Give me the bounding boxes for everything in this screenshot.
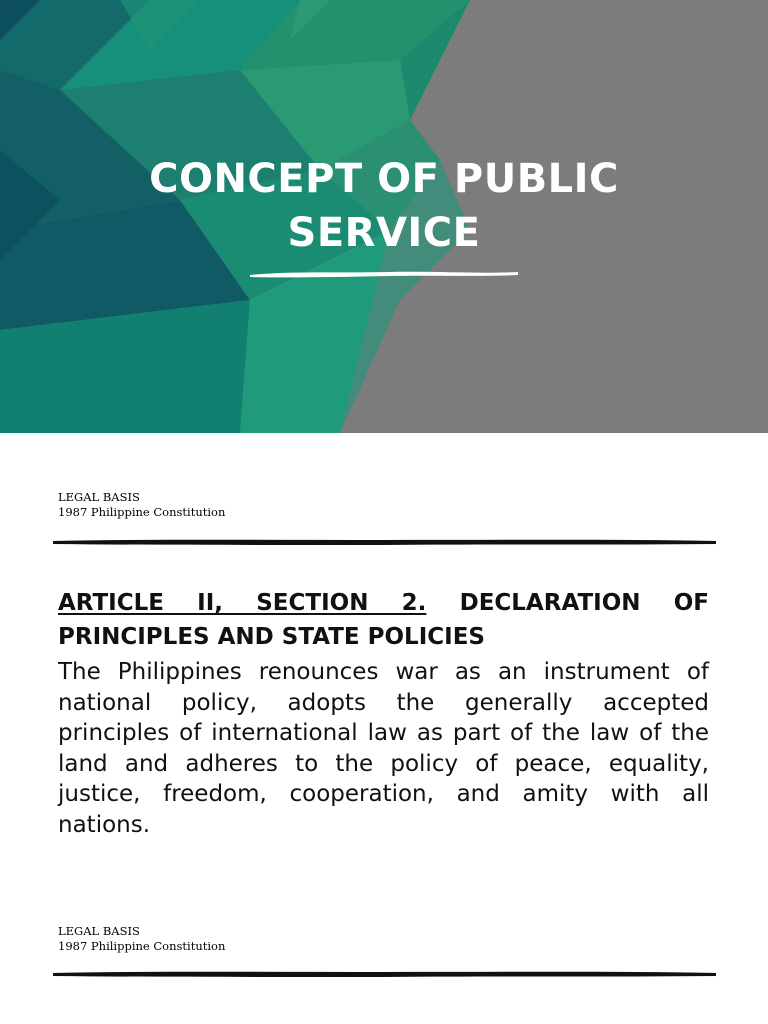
legal-basis-label: LEGAL BASIS	[58, 490, 140, 504]
brush-divider	[52, 537, 718, 547]
title-line-1: CONCEPT OF PUBLIC	[149, 156, 619, 202]
article-heading	[58, 586, 709, 654]
legal-basis-slide-2	[0, 863, 768, 1024]
article-reference: ARTICLE II, SECTION 2.	[58, 590, 427, 616]
title-underline	[248, 268, 520, 280]
brush-divider-2	[52, 969, 718, 979]
article-body: The Philippines renounces war as an instrument of national policy, adopts the generally accepted principles of international law as part of the law of the land and adheres to the policy of peace, equality, justice, freedom, cooperation, and amity with all nations.	[58, 659, 709, 838]
legal-basis-label-2: LEGAL BASIS	[58, 924, 140, 938]
legal-basis-source: 1987 Philippine Constitution	[58, 505, 226, 519]
title-slide	[0, 0, 768, 433]
legal-basis-source-2: 1987 Philippine Constitution	[58, 939, 226, 953]
title-line-2: SERVICE	[287, 210, 481, 256]
legal-basis-slide	[0, 433, 768, 863]
article-content	[58, 586, 709, 840]
legal-basis-caption	[58, 490, 225, 520]
article-title: DECLARATION OF PRINCIPLES AND STATE POLICIES	[58, 590, 709, 650]
legal-basis-caption-2	[58, 924, 225, 954]
slide-title	[0, 152, 768, 260]
